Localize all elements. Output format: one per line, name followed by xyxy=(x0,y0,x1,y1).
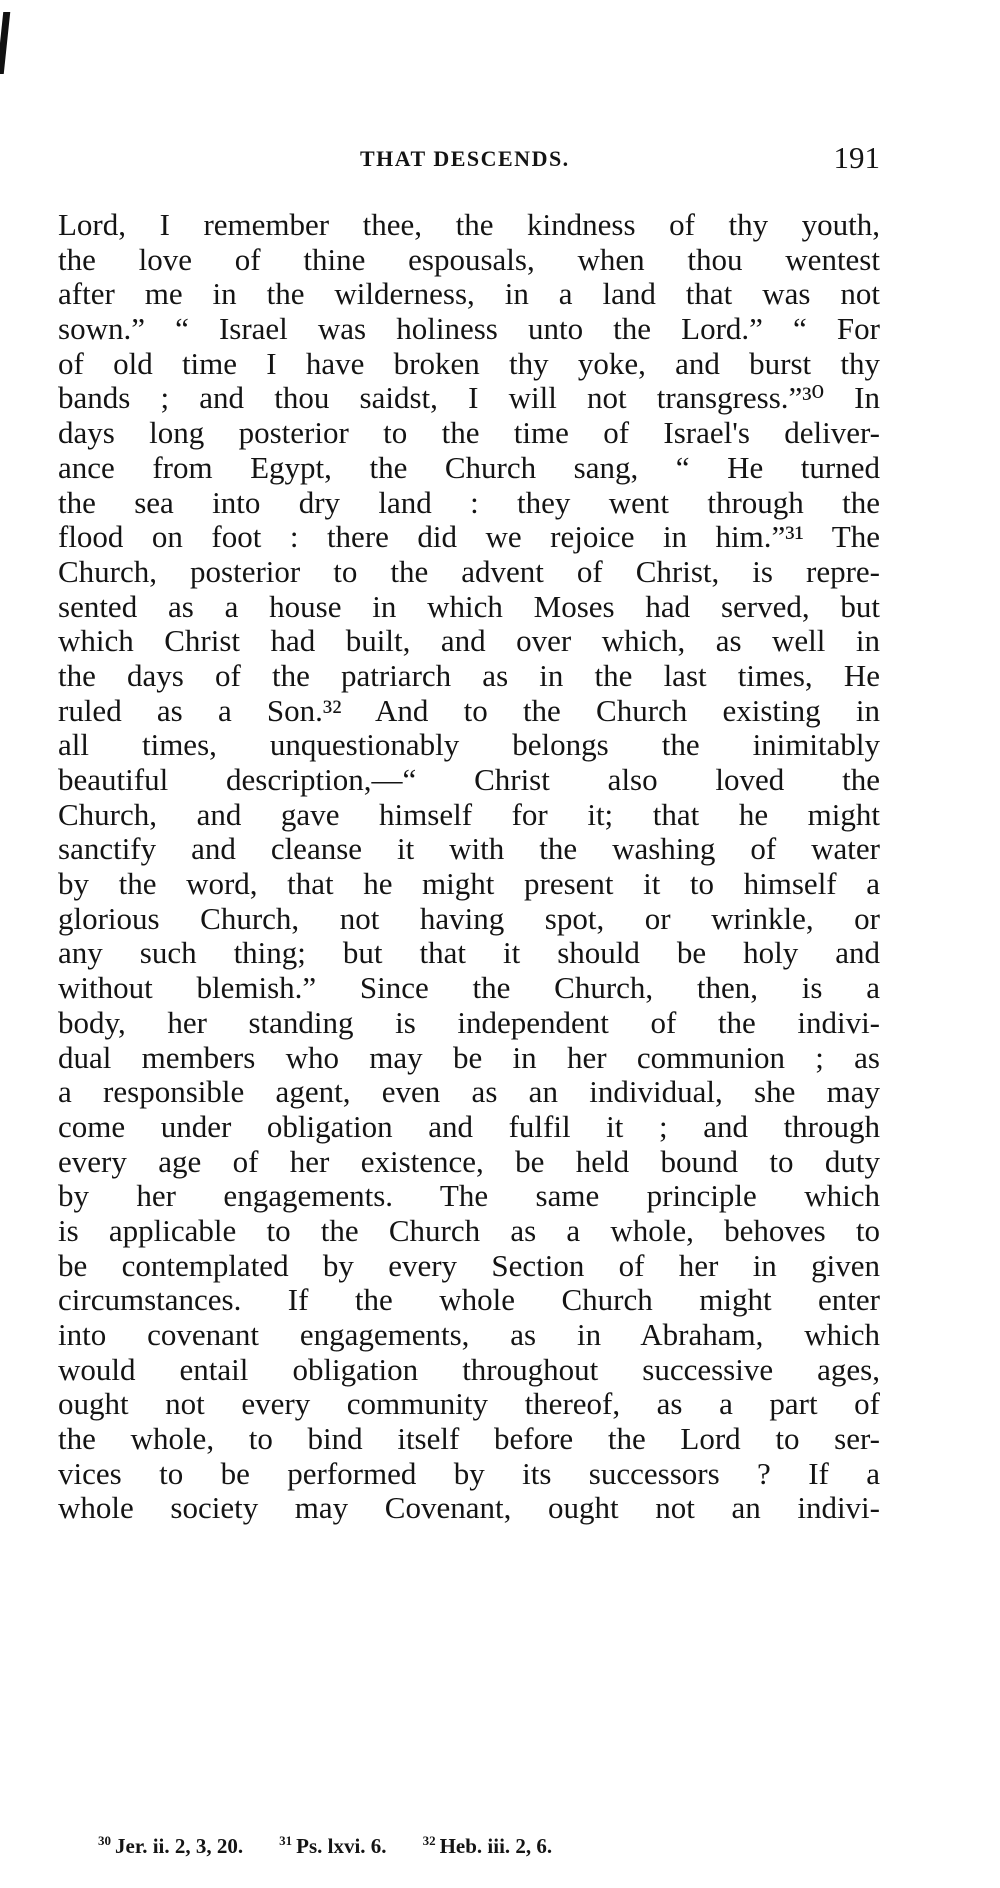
text-line: glorious Church, not having spot, or wrinkle, or xyxy=(58,900,880,936)
text-line: beautiful description,—“ Christ also loved the xyxy=(58,762,880,797)
text-line: sown.” “ Israel was holiness unto the Lord.” “ For xyxy=(58,311,880,347)
text-line: the whole, to bind itself before the Lord to ser- xyxy=(58,1421,880,1457)
text-line: by the word, that he might present it to himself a xyxy=(58,866,880,902)
footnote-mark: 32 xyxy=(422,1833,436,1848)
text-line: of old time I have broken thy yoke, and burst thy xyxy=(58,345,880,381)
text-line: circumstances. If the whole Church might enter xyxy=(58,1282,880,1318)
text-line: dual members who may be in her communion ; as xyxy=(58,1039,880,1075)
page-edge-mark xyxy=(0,12,10,74)
text-line: after me in the wilderness, in a land that was not xyxy=(58,276,880,312)
text-line: Church, posterior to the advent of Christ, is repre- xyxy=(58,553,880,589)
text-line: every age of her existence, be held bound to duty xyxy=(58,1143,880,1179)
running-head: THAT DESCENDS. xyxy=(360,146,570,171)
footnote-mark: 30 xyxy=(98,1833,111,1848)
text-line: ought not every community thereof, as a part of xyxy=(58,1386,880,1422)
text-line: Church, and gave himself for it; that he might xyxy=(58,796,880,832)
text-line: would entail obligation throughout successive ages, xyxy=(58,1351,880,1387)
footnote xyxy=(423,1834,553,1858)
text-line: vices to be performed by its successors ? If a xyxy=(58,1455,880,1491)
text-line: by her engagements. The same principle which xyxy=(58,1178,880,1214)
text-line: the days of the patriarch as in the last times, He xyxy=(58,657,880,693)
body-text xyxy=(58,208,880,1526)
text-line: the sea into dry land : they went through the xyxy=(58,484,880,520)
text-line: whole society may Covenant, ought not an indivi- xyxy=(58,1490,880,1526)
text-line: flood on foot : there did we rejoice in him.”³¹ The xyxy=(58,519,880,555)
text-line: which Christ had built, and over which, as well in xyxy=(58,623,880,659)
text-line: all times, unquestionably belongs the inimitably xyxy=(58,727,880,763)
text-line: is applicable to the Church as a whole, behoves to xyxy=(58,1212,880,1248)
text-line: ruled as a Son.³² And to the Church existing in xyxy=(58,692,880,728)
footnotes xyxy=(98,1833,588,1859)
text-line: bands ; and thou saidst, I will not transgress.”³⁰ In xyxy=(58,380,880,416)
page-number: 191 xyxy=(833,140,880,175)
text-line: a responsible agent, even as an individual, she may xyxy=(58,1074,880,1110)
text-line: sanctify and cleanse it with the washing of water xyxy=(58,831,880,867)
text-line: without blemish.” Since the Church, then, is a xyxy=(58,970,880,1006)
text-line: body, her standing is independent of the indivi- xyxy=(58,1004,880,1040)
text-line: into covenant engagements, as in Abraham, which xyxy=(58,1317,880,1352)
text-line: sented as a house in which Moses had served, but xyxy=(58,588,880,624)
footnote-mark: 31 xyxy=(279,1833,293,1848)
page-header xyxy=(60,140,880,180)
footnote xyxy=(279,1834,386,1858)
text-line: the love of thine espousals, when thou wentest xyxy=(58,241,880,277)
text-line: come under obligation and fulfil it ; and through xyxy=(58,1108,880,1144)
text-line: be contemplated by every Section of her in given xyxy=(58,1247,880,1283)
footnote-text: Ps. lxvi. 6. xyxy=(296,1834,387,1858)
text-line: any such thing; but that it should be holy and xyxy=(58,935,880,971)
text-line: ance from Egypt, the Church sang, “ He turned xyxy=(58,449,880,485)
text-line: Lord, I remember thee, the kindness of thy youth, xyxy=(58,207,880,242)
footnote-text: Heb. iii. 2, 6. xyxy=(439,1834,553,1858)
footnote-text: Jer. ii. 2, 3, 20. xyxy=(115,1834,244,1858)
footnote xyxy=(98,1834,243,1858)
text-line: days long posterior to the time of Israel's deliver- xyxy=(58,415,880,451)
